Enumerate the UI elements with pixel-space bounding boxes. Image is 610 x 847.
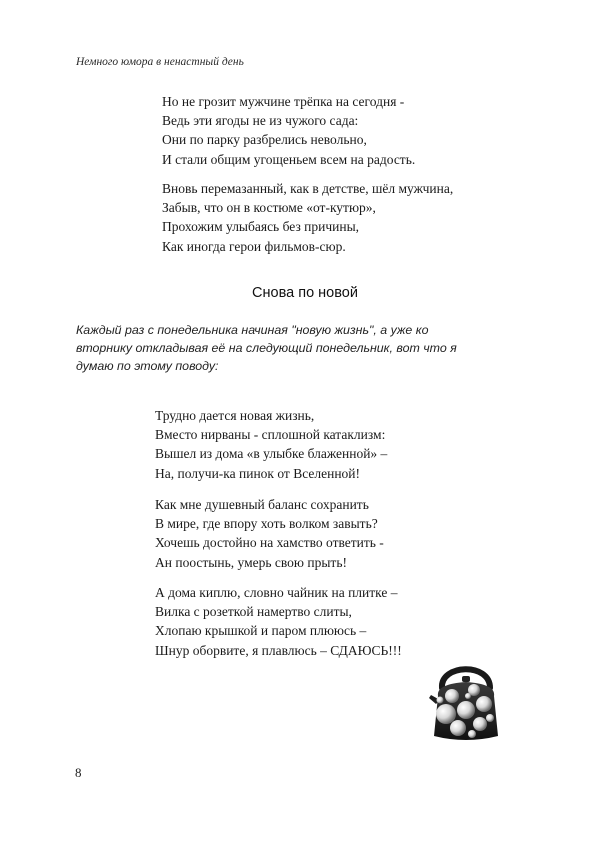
intro-line: вторнику откладывая её на следующий понедельник, вот что я (76, 340, 457, 355)
poem2-stanza-1 (155, 406, 387, 483)
page-number: 8 (75, 765, 82, 780)
verse-line: Как иногда герои фильмов-сюр. (162, 238, 346, 254)
kettle-illustration (428, 660, 504, 742)
verse-line: Трудно дается новая жизнь, (155, 408, 315, 423)
verse-line: Вилка с розеткой намертво слиты, (155, 604, 352, 620)
verse-line: Но не грозит мужчине трёпка на сегодня - (162, 94, 405, 109)
intro-paragraph (76, 322, 516, 375)
poem2-stanza-3 (155, 583, 402, 660)
running-header: Немного юмора в ненастный день (76, 56, 244, 68)
verse-line: И стали общим угощеньем всем на радость. (162, 151, 416, 167)
poem1-stanza-1 (162, 92, 415, 169)
verse-line: В мире, где впору хоть волком завыть? (155, 516, 378, 532)
verse-line: Хочешь достойно на хамство ответить - (155, 535, 384, 551)
verse-line: Ведь эти ягоды не из чужого сада: (162, 113, 359, 129)
section-title: Снова по новой (252, 285, 358, 301)
intro-line: думаю по этому поводу: (76, 358, 219, 373)
verse-line: Прохожим улыбаясь без причины, (162, 219, 360, 235)
poem1-stanza-2 (162, 179, 453, 256)
verse-line: Забыв, что он в костюме «от-кутюр», (162, 200, 376, 216)
verse-line: Вновь перемазанный, как в детстве, шёл мужчина, (162, 181, 454, 196)
poem2-stanza-2 (155, 495, 384, 572)
verse-line: Вышел из дома «в улыбке блаженной» – (155, 446, 388, 462)
verse-line: Как мне душевный баланс сохранить (155, 497, 369, 512)
intro-line: Каждый раз с понедельника начиная "новую жизнь", а уже ко (76, 323, 429, 337)
verse-line: Ан поостынь, умерь свою прыть! (155, 554, 347, 570)
verse-line: А дома киплю, словно чайник на плитке – (155, 585, 398, 600)
verse-line: Шнур оборвите, я плавлюсь – СДАЮСЬ!!! (155, 642, 402, 658)
verse-line: Они по парку разбрелись невольно, (162, 132, 367, 148)
verse-line: Хлопаю крышкой и паром плююсь – (155, 623, 367, 639)
verse-line: На, получи-ка пинок от Вселенной! (155, 465, 361, 481)
verse-line: Вместо нирваны - сплошной катаклизм: (155, 427, 386, 443)
